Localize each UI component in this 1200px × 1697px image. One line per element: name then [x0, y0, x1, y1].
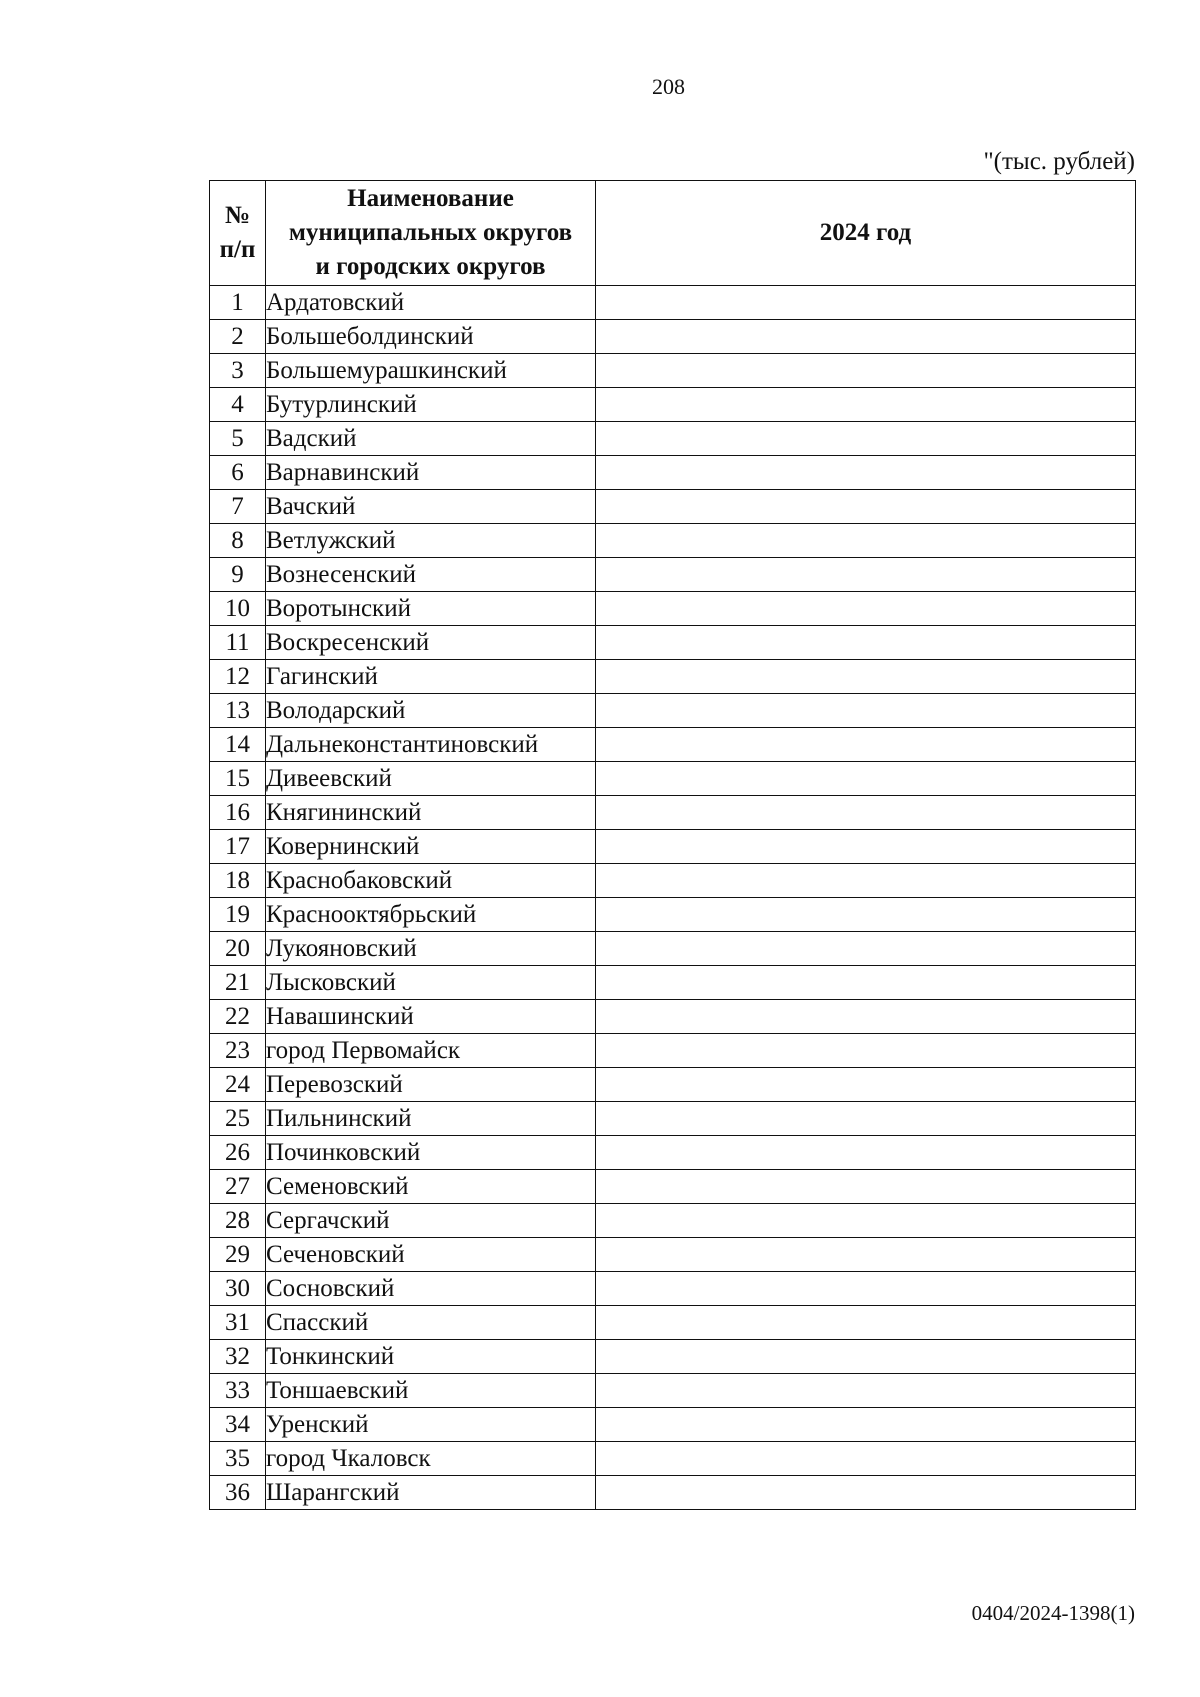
year-2024-value	[596, 1136, 1136, 1170]
row-number: 27	[210, 1170, 266, 1204]
table-row	[210, 388, 1136, 422]
district-name: Княгининский	[266, 796, 596, 830]
district-name: Дальнеконстантиновский	[266, 728, 596, 762]
row-number: 11	[210, 626, 266, 660]
table-row	[210, 1102, 1136, 1136]
header-num	[210, 181, 266, 286]
table-row	[210, 830, 1136, 864]
page-number: 208	[652, 74, 685, 99]
header-name-line3: и городских округов	[315, 253, 546, 280]
table-row	[210, 660, 1136, 694]
row-number: 15	[210, 762, 266, 796]
year-2024-value	[596, 626, 1136, 660]
row-number: 32	[210, 1340, 266, 1374]
district-name: Уренский	[266, 1408, 596, 1442]
header-name-line2: муниципальных округов	[288, 219, 573, 246]
document-code: 0404/2024-1398(1)	[971, 1601, 1135, 1625]
year-2024-value	[596, 830, 1136, 864]
district-name: Володарский	[266, 694, 596, 728]
district-name: Перевозский	[266, 1068, 596, 1102]
year-2024-value	[596, 1170, 1136, 1204]
row-number: 25	[210, 1102, 266, 1136]
row-number: 23	[210, 1034, 266, 1068]
row-number: 16	[210, 796, 266, 830]
header-name	[266, 181, 596, 286]
table-header	[210, 181, 1136, 286]
year-2024-value	[596, 320, 1136, 354]
row-number: 7	[210, 490, 266, 524]
row-number: 13	[210, 694, 266, 728]
district-name: Сосновский	[266, 1272, 596, 1306]
table-row	[210, 354, 1136, 388]
district-name: Бутурлинский	[266, 388, 596, 422]
district-name: Гагинский	[266, 660, 596, 694]
row-number: 17	[210, 830, 266, 864]
district-name: Ардатовский	[266, 286, 596, 320]
distribution-table	[209, 180, 1136, 1510]
row-number: 4	[210, 388, 266, 422]
year-2024-value	[596, 524, 1136, 558]
header-year: 2024 год	[596, 181, 1136, 286]
table-body	[210, 286, 1136, 1510]
table-row	[210, 1272, 1136, 1306]
year-2024-value	[596, 864, 1136, 898]
district-name: Сергачский	[266, 1204, 596, 1238]
year-2024-value	[596, 1068, 1136, 1102]
table-row	[210, 456, 1136, 490]
table-row	[210, 1340, 1136, 1374]
district-name: Спасский	[266, 1306, 596, 1340]
year-2024-value	[596, 422, 1136, 456]
table-row	[210, 1408, 1136, 1442]
district-name: Семеновский	[266, 1170, 596, 1204]
table-row	[210, 864, 1136, 898]
district-name: Большемурашкинский	[266, 354, 596, 388]
row-number: 2	[210, 320, 266, 354]
district-name: город Чкаловск	[266, 1442, 596, 1476]
table-row	[210, 626, 1136, 660]
table-row	[210, 1374, 1136, 1408]
row-number: 18	[210, 864, 266, 898]
row-number: 31	[210, 1306, 266, 1340]
year-2024-value	[596, 1476, 1136, 1510]
row-number: 24	[210, 1068, 266, 1102]
table-row	[210, 898, 1136, 932]
year-2024-value	[596, 1340, 1136, 1374]
district-name: Воротынский	[266, 592, 596, 626]
district-name: Починковский	[266, 1136, 596, 1170]
table-row	[210, 1442, 1136, 1476]
row-number: 26	[210, 1136, 266, 1170]
row-number: 8	[210, 524, 266, 558]
year-2024-value	[596, 796, 1136, 830]
district-name: Тоншаевский	[266, 1374, 596, 1408]
district-name: Большеболдинский	[266, 320, 596, 354]
header-num-line2: п/п	[219, 236, 256, 263]
year-2024-value	[596, 388, 1136, 422]
district-name: Краснобаковский	[266, 864, 596, 898]
year-2024-value	[596, 1000, 1136, 1034]
year-2024-value	[596, 660, 1136, 694]
table-row	[210, 694, 1136, 728]
row-number: 19	[210, 898, 266, 932]
year-2024-value	[596, 1238, 1136, 1272]
header-name-line1: Наименование	[347, 185, 514, 212]
year-2024-value	[596, 728, 1136, 762]
row-number: 35	[210, 1442, 266, 1476]
row-number: 22	[210, 1000, 266, 1034]
year-2024-value	[596, 966, 1136, 1000]
year-2024-value	[596, 354, 1136, 388]
row-number: 10	[210, 592, 266, 626]
table-row	[210, 1306, 1136, 1340]
year-2024-value	[596, 286, 1136, 320]
district-name: Ковернинский	[266, 830, 596, 864]
table-row	[210, 966, 1136, 1000]
table-row	[210, 932, 1136, 966]
table-row	[210, 728, 1136, 762]
year-2024-value	[596, 490, 1136, 524]
table-row	[210, 490, 1136, 524]
row-number: 33	[210, 1374, 266, 1408]
row-number: 28	[210, 1204, 266, 1238]
table-row	[210, 286, 1136, 320]
district-name: Дивеевский	[266, 762, 596, 796]
table-row	[210, 1476, 1136, 1510]
table-row	[210, 796, 1136, 830]
table-row	[210, 1068, 1136, 1102]
table-row	[210, 524, 1136, 558]
row-number: 1	[210, 286, 266, 320]
row-number: 36	[210, 1476, 266, 1510]
row-number: 6	[210, 456, 266, 490]
row-number: 14	[210, 728, 266, 762]
table-row	[210, 1034, 1136, 1068]
row-number: 5	[210, 422, 266, 456]
table-row	[210, 592, 1136, 626]
district-name: Навашинский	[266, 1000, 596, 1034]
district-name: Шарангский	[266, 1476, 596, 1510]
row-number: 9	[210, 558, 266, 592]
table-row	[210, 558, 1136, 592]
district-name: Вачский	[266, 490, 596, 524]
district-name: Сеченовский	[266, 1238, 596, 1272]
row-number: 29	[210, 1238, 266, 1272]
row-number: 30	[210, 1272, 266, 1306]
header-num-line1: №	[224, 202, 251, 229]
year-2024-value	[596, 1204, 1136, 1238]
year-2024-value	[596, 762, 1136, 796]
district-name: Пильнинский	[266, 1102, 596, 1136]
district-name: Варнавинский	[266, 456, 596, 490]
table-row	[210, 320, 1136, 354]
units-note: "(тыс. рублей)	[983, 148, 1135, 175]
row-number: 3	[210, 354, 266, 388]
header-row	[210, 181, 1136, 286]
year-2024-value	[596, 592, 1136, 626]
table-row	[210, 1204, 1136, 1238]
district-name: Вадский	[266, 422, 596, 456]
district-name: Тонкинский	[266, 1340, 596, 1374]
row-number: 21	[210, 966, 266, 1000]
year-2024-value	[596, 1442, 1136, 1476]
row-number: 20	[210, 932, 266, 966]
table-row	[210, 1000, 1136, 1034]
table-row	[210, 1238, 1136, 1272]
district-name: город Первомайск	[266, 1034, 596, 1068]
district-name: Вознесенский	[266, 558, 596, 592]
year-2024-value	[596, 694, 1136, 728]
year-2024-value	[596, 1306, 1136, 1340]
district-name: Лысковский	[266, 966, 596, 1000]
table-row	[210, 1170, 1136, 1204]
year-2024-value	[596, 1374, 1136, 1408]
table-row	[210, 1136, 1136, 1170]
year-2024-value	[596, 1408, 1136, 1442]
year-2024-value	[596, 898, 1136, 932]
row-number: 12	[210, 660, 266, 694]
year-2024-value	[596, 1102, 1136, 1136]
year-2024-value	[596, 456, 1136, 490]
table-row	[210, 422, 1136, 456]
table-row	[210, 762, 1136, 796]
district-name: Воскресенский	[266, 626, 596, 660]
district-name: Ветлужский	[266, 524, 596, 558]
year-2024-value	[596, 558, 1136, 592]
district-name: Краснооктябрьский	[266, 898, 596, 932]
year-2024-value	[596, 1272, 1136, 1306]
row-number: 34	[210, 1408, 266, 1442]
district-name: Лукояновский	[266, 932, 596, 966]
year-2024-value	[596, 932, 1136, 966]
year-2024-value	[596, 1034, 1136, 1068]
